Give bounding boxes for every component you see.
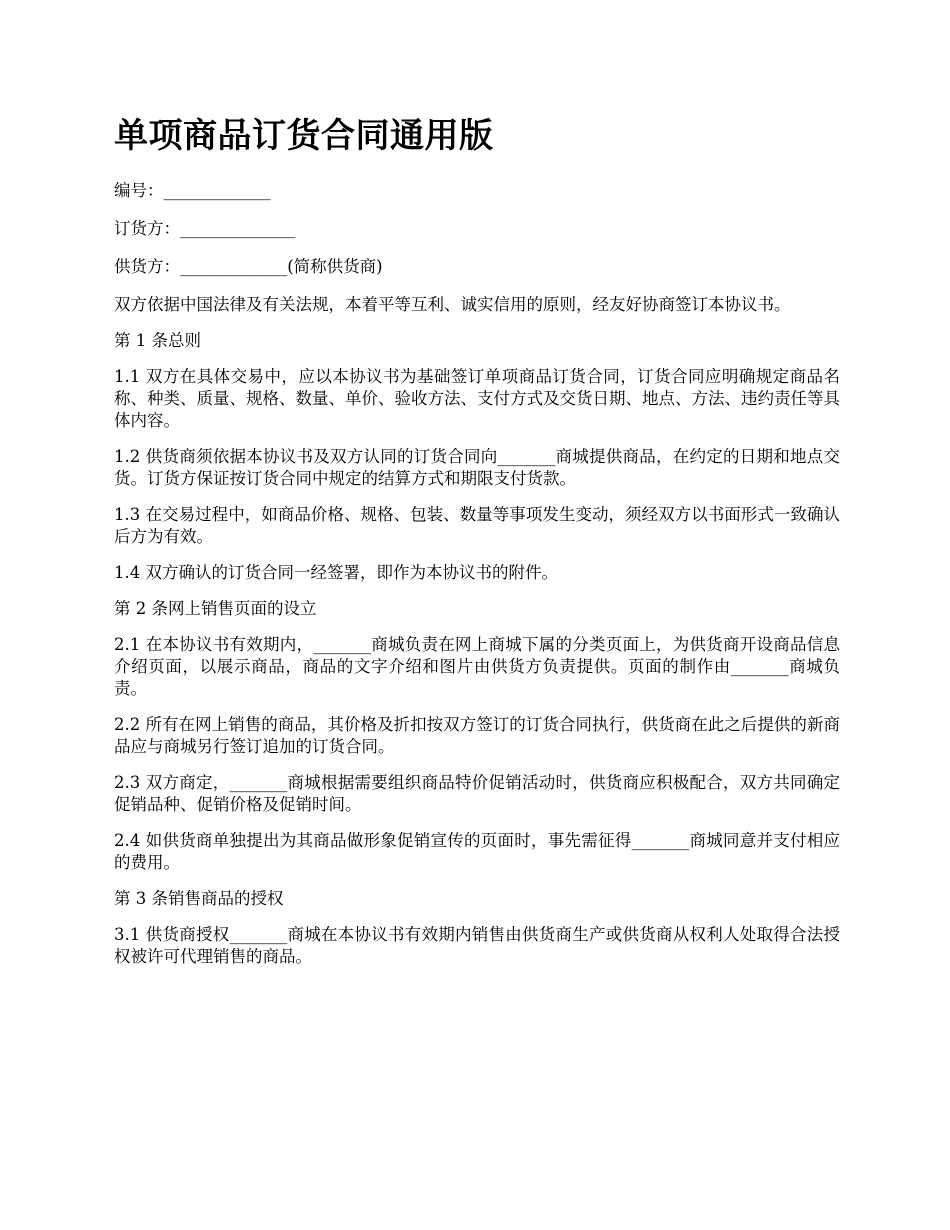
document-title: 单项商品订货合同通用版	[114, 116, 494, 156]
section-heading: 第 1 条总则	[114, 331, 201, 350]
section-heading: 第 3 条销售商品的授权	[114, 889, 284, 908]
clause-2-2: 2.2 所有在网上销售的商品，其价格及折扣按双方签订的订货合同执行，供货商在此之后提供的新商品应与商城另行签订追加的订货合同。	[114, 715, 840, 756]
document-page	[114, 110, 840, 982]
clause-3-1: 3.1 供货商授权_______商城在本协议书有效期内销售由供货商生产或供货商从权利人处取得合法授权被许可代理销售的商品。	[114, 925, 840, 966]
buyer-field: 订货方：______________	[114, 219, 296, 238]
clause-1-1: 1.1 双方在具体交易中，应以本协议书为基础签订单项商品订货合同，订货合同应明确规定商品名称、种类、质量、规格、数量、单价、验收方法、支付方式及交货日期、地点、方法、违约责任等具体内容。	[114, 367, 840, 430]
clause-2-4: 2.4 如供货商单独提出为其商品做形象促销宣传的页面时，事先需征得_______商城同意并支付相应的费用。	[114, 831, 840, 872]
clause-2-1: 2.1 在本协议书有效期内，_______商城负责在网上商城下属的分类页面上，为供货商开设商品信息介绍页面，以展示商品，商品的文字介绍和图片由供货方负责提供。页面的制作由_______商城负责。	[114, 635, 840, 698]
supplier-field: 供货方：_____________(简称供货商)	[114, 257, 383, 276]
intro-paragraph: 双方依据中国法律及有关法规，本着平等互利、诚实信用的原则，经友好协商签订本协议书。	[114, 295, 791, 314]
clause-1-3: 1.3 在交易过程中，如商品价格、规格、包装、数量等事项发生变动，须经双方以书面形式一致确认后方为有效。	[114, 505, 840, 546]
clause-1-2: 1.2 供货商须依据本协议书及双方认同的订货合同向_______商城提供商品，在约定的日期和地点交货。订货方保证按订货合同中规定的结算方式和期限支付货款。	[114, 447, 840, 488]
clause-1-4: 1.4 双方确认的订货合同一经签署，即作为本协议书的附件。	[114, 563, 558, 582]
contract-number-field: 编号：_____________	[114, 181, 271, 200]
section-heading: 第 2 条网上销售页面的设立	[114, 599, 317, 618]
clause-2-3: 2.3 双方商定，_______商城根据需要组织商品特价促销活动时，供货商应积极配合，双方共同确定促销品种、促销价格及促销时间。	[114, 773, 840, 814]
